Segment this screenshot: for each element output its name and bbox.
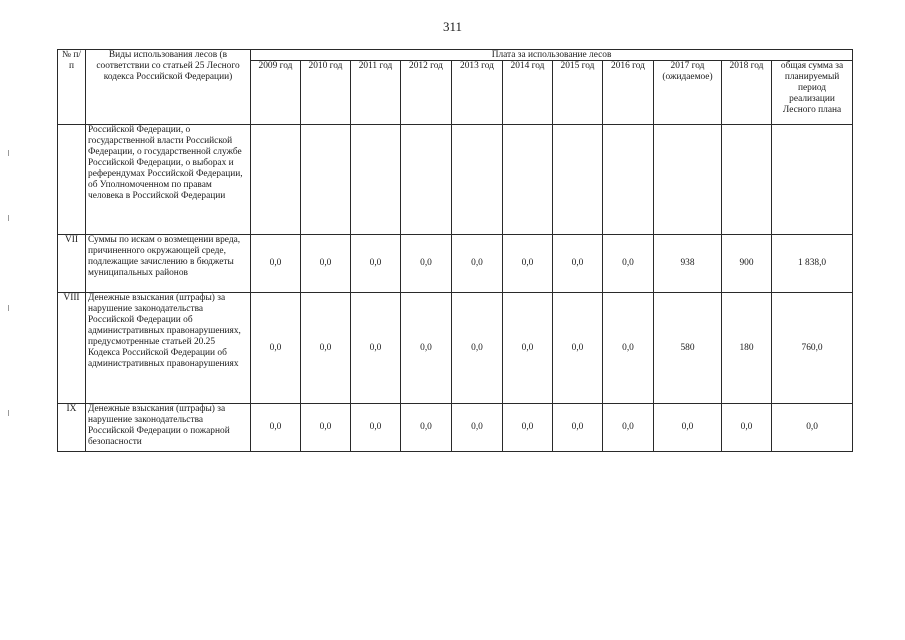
scan-margin-mark: [8, 215, 9, 221]
row-value: 0,0: [351, 293, 401, 404]
row-value: 0,0: [503, 235, 553, 293]
table-row: [58, 293, 853, 404]
row-value: 0,0: [251, 404, 301, 452]
row-description: Денежные взыскания (штрафы) за нарушение законодательства Российской Федерации об административных правонарушениях, предусмотренные статьей 20.25 Кодекса Российской Федерации об административных правонарушениях: [86, 293, 251, 404]
row-value: [654, 125, 722, 235]
table-row: [58, 235, 853, 293]
row-value: 0,0: [301, 293, 351, 404]
table-row: [58, 404, 853, 452]
row-value: 938: [654, 235, 722, 293]
row-description: Суммы по искам о возмещении вреда, причиненного окружающей среде, подлежащие зачислению в бюджеты муниципальных районов: [86, 235, 251, 293]
row-num: IX: [58, 404, 86, 452]
header-num: № п/п: [58, 50, 86, 125]
row-value: 0,0: [351, 404, 401, 452]
row-total: 0,0: [772, 404, 853, 452]
row-total: 760,0: [772, 293, 853, 404]
header-year: 2012 год: [401, 61, 452, 125]
row-value: 0,0: [452, 235, 503, 293]
page-number: 311: [442, 19, 463, 34]
row-value: [503, 125, 553, 235]
row-value: 180: [722, 293, 772, 404]
header-year: 2015 год: [553, 61, 603, 125]
row-total: 1 838,0: [772, 235, 853, 293]
row-value: 0,0: [452, 293, 503, 404]
row-value: 0,0: [452, 404, 503, 452]
scan-margin-mark: [8, 150, 9, 156]
row-value: [603, 125, 654, 235]
row-value: [553, 125, 603, 235]
scan-margin-mark: [8, 410, 9, 416]
row-value: [251, 125, 301, 235]
row-value: 0,0: [553, 235, 603, 293]
row-value: 0,0: [722, 404, 772, 452]
row-num: VII: [58, 235, 86, 293]
row-value: 900: [722, 235, 772, 293]
row-value: [722, 125, 772, 235]
row-description: Денежные взыскания (штрафы) за нарушение законодательства Российской Федерации о пожарной безопасности: [86, 404, 251, 452]
header-year: 2011 год: [351, 61, 401, 125]
table-row: [58, 125, 853, 235]
header-year: 2013 год: [452, 61, 503, 125]
row-value: [351, 125, 401, 235]
row-value: 0,0: [603, 404, 654, 452]
row-value: 0,0: [603, 293, 654, 404]
row-value: [401, 125, 452, 235]
row-value: [301, 125, 351, 235]
row-value: 580: [654, 293, 722, 404]
row-value: 0,0: [401, 404, 452, 452]
row-value: 0,0: [251, 235, 301, 293]
row-value: 0,0: [351, 235, 401, 293]
header-kind: Виды использования лесов (в соответствии со статьей 25 Лесного кодекса Российской Федерации): [86, 50, 251, 125]
row-value: 0,0: [503, 404, 553, 452]
row-value: 0,0: [553, 404, 603, 452]
row-value: 0,0: [301, 404, 351, 452]
row-value: 0,0: [603, 235, 654, 293]
header-year: 2014 год: [503, 61, 553, 125]
row-value: 0,0: [553, 293, 603, 404]
row-value: [452, 125, 503, 235]
header-payment-group: Плата за использование лесов: [251, 50, 853, 61]
forest-payment-table: [57, 49, 853, 452]
row-num: [58, 125, 86, 235]
row-value: 0,0: [654, 404, 722, 452]
scan-margin-mark: [8, 305, 9, 311]
row-value: 0,0: [251, 293, 301, 404]
header-total: общая сумма за планируемый период реализации Лесного плана: [772, 61, 853, 125]
row-value: 0,0: [401, 235, 452, 293]
row-value: 0,0: [301, 235, 351, 293]
row-value: 0,0: [401, 293, 452, 404]
row-total: [772, 125, 853, 235]
header-year: 2018 год: [722, 61, 772, 125]
row-num: VIII: [58, 293, 86, 404]
table-body: [58, 125, 853, 452]
header-year: 2017 год (ожидаемое): [654, 61, 722, 125]
row-value: 0,0: [503, 293, 553, 404]
header-year: 2010 год: [301, 61, 351, 125]
table-header: [58, 50, 853, 125]
header-year: 2009 год: [251, 61, 301, 125]
row-description: Российской Федерации, о государственной власти Российской Федерации, о государственной службе Российской Федерации, о выборах и референдумах Российской Федерации, об Уполномоченном по правам человека в Российской Федерации: [86, 125, 251, 235]
header-year: 2016 год: [603, 61, 654, 125]
